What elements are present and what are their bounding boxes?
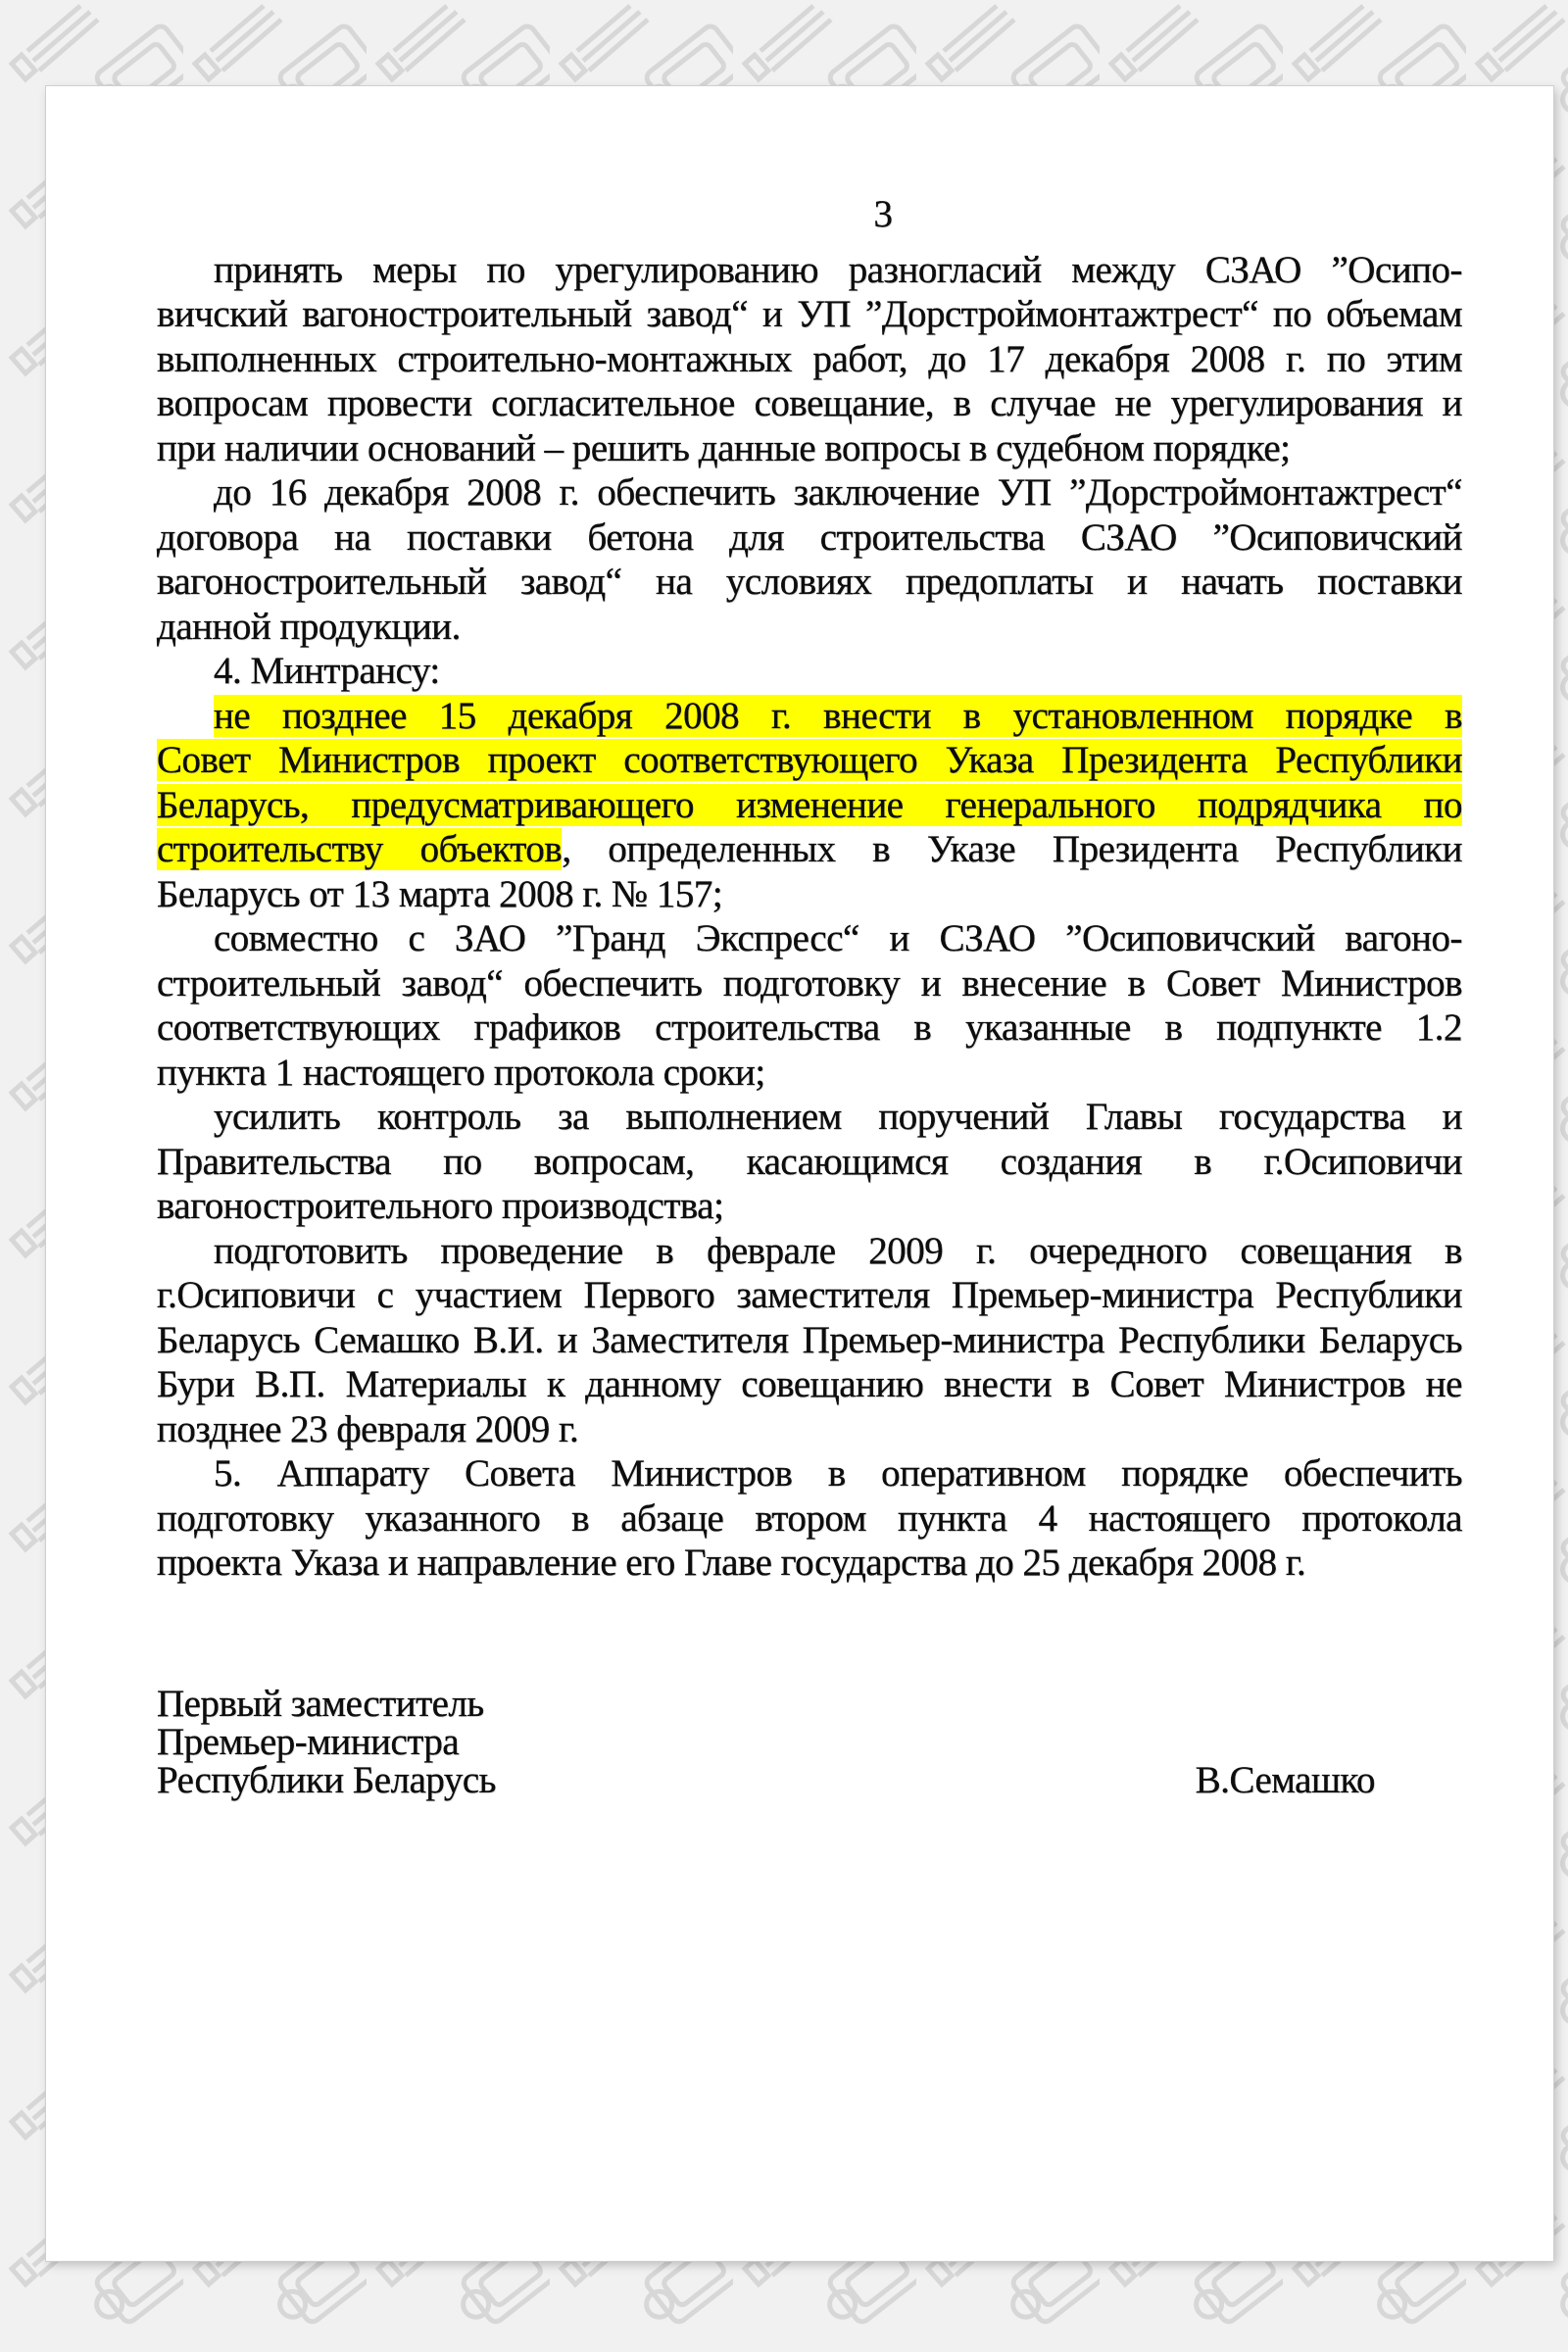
text-segment: договора на поставки бетона для строительства СЗАО ”Осиповичский [157,515,1462,559]
paragraph-indent [157,1128,214,1129]
text-line [157,1095,1462,1140]
paragraph [157,694,1462,917]
text-segment: проекта Указа и направление его Главе государства до 25 декабря 2008 г. [157,1542,1306,1584]
paragraph [157,649,1462,694]
text-line [157,1362,1462,1407]
text-line [157,827,1462,872]
text-line [157,649,1462,694]
signatory-title [157,1682,496,1801]
text-line [157,916,1462,961]
paragraphs-container [157,248,1462,1586]
text-line [157,470,1462,515]
text-segment: вичский вагоностроительный завод“ и УП ”Дорстроймонтажтрест“ по объемам [157,293,1462,335]
text-line [157,1318,1462,1363]
paragraph [157,916,1462,1095]
paragraph-indent [157,1485,214,1486]
text-segment: вагоностроительного производства; [157,1185,724,1227]
text-segment: г.Осиповичи с участием Первого заместителя Премьер-министра Республики [157,1274,1462,1316]
text-segment: Бури В.П. Материалы к данному совещанию внести в Совет Министров не [157,1363,1462,1405]
text-segment: вагоностроительный завод“ на условиях предоплаты и начать поставки [157,561,1462,603]
highlighted-text: строительству объектов [157,828,563,870]
text-segment: подготовить проведение в феврале 2009 г. очередного совещания в [214,1229,1462,1272]
paragraph [157,1451,1462,1586]
signatory-title-line: Премьер-министра [157,1720,460,1763]
signatory-title-line: Первый заместитель [157,1682,484,1725]
text-segment: до 16 декабря 2008 г. обеспечить заключение УП ”Дорстроймонтажтрест“ [214,471,1462,514]
text-segment: при наличии оснований – решить данные вопросы в судебном порядке; [157,426,1291,469]
text-line [157,515,1462,561]
paragraph [157,248,1462,471]
text-line [157,1496,1462,1542]
text-segment: позднее 23 февраля 2009 г. [157,1407,579,1450]
page-number: 3 [873,193,893,235]
text-line [157,292,1462,337]
text-line [157,1451,1462,1496]
text-line [157,248,1462,293]
text-line [157,560,1462,605]
text-line [157,1273,1462,1318]
text-line [157,1051,1462,1096]
text-line [157,783,1462,828]
paragraph-indent [157,727,214,728]
highlighted-text: Беларусь, предусматривающего изменение генерального подрядчика по [157,783,1462,826]
text-line [157,1140,1462,1185]
text-segment: данной продукции. [157,605,461,648]
signatory-title-line: Республики Беларусь [157,1758,496,1801]
highlighted-text: не позднее 15 декабря 2008 г. внести в установленном порядке в [214,694,1462,737]
text-segment: выполненных строительно-монтажных работ, до 17 декабря 2008 г. по этим [157,337,1462,380]
paragraph-indent [157,1262,214,1263]
text-line [157,872,1462,917]
text-line [157,738,1462,783]
text-line [157,1229,1462,1274]
signature-block [157,1682,1462,1801]
text-line [157,961,1462,1006]
paragraph-indent [157,504,214,505]
paragraph [157,470,1462,649]
text-segment: , определенных в Указе Президента Республики [562,828,1463,870]
text-segment: Беларусь от 13 марта 2008 г. № 157; [157,872,723,915]
text-line [157,605,1462,650]
text-line [157,1184,1462,1229]
signatory-name: В.Семашко [1195,1758,1375,1801]
text-segment: 4. Минтрансу: [214,650,440,692]
text-line [157,381,1462,426]
text-line [157,694,1462,739]
text-line [157,1005,1462,1051]
document-page [46,86,1553,2261]
text-segment: совместно с ЗАО ”Гранд Экспресс“ и СЗАО ”Осиповичский вагоно- [214,917,1462,959]
text-line [157,426,1462,471]
text-segment: усилить контроль за выполнением поручений Главы государства и [214,1096,1462,1138]
paragraph-indent [157,682,214,683]
text-segment: Правительства по вопросам, касающимся создания в г.Осиповичи [157,1140,1462,1183]
text-line [157,337,1462,382]
document-body [157,86,1462,1799]
text-segment: Беларусь Семашко В.И. и Заместителя Премьер-министра Республики Беларусь [157,1318,1462,1361]
text-segment: принять меры по урегулированию разногласий между СЗАО ”Осипо- [214,248,1462,291]
text-line [157,1541,1462,1586]
paragraph [157,1229,1462,1452]
text-line [157,1407,1462,1452]
text-segment: вопросам провести согласительное совещание, в случае не урегулирования и [157,382,1462,424]
highlighted-text: Совет Министров проект соответствующего Указа Президента Республики [157,739,1462,781]
text-segment: пункта 1 настоящего протокола сроки; [157,1051,765,1094]
text-segment: соответствующих графиков строительства в указанные в подпункте 1.2 [157,1006,1462,1049]
text-segment: 5. Аппарату Совета Министров в оперативном порядке обеспечить [214,1452,1462,1494]
text-segment: подготовку указанного в абзаце втором пункта 4 настоящего протокола [157,1496,1462,1540]
paragraph [157,1095,1462,1229]
text-segment: строительный завод“ обеспечить подготовку и внесение в Совет Министров [157,961,1462,1004]
paragraph-indent [157,281,214,282]
paragraph-indent [157,950,214,951]
